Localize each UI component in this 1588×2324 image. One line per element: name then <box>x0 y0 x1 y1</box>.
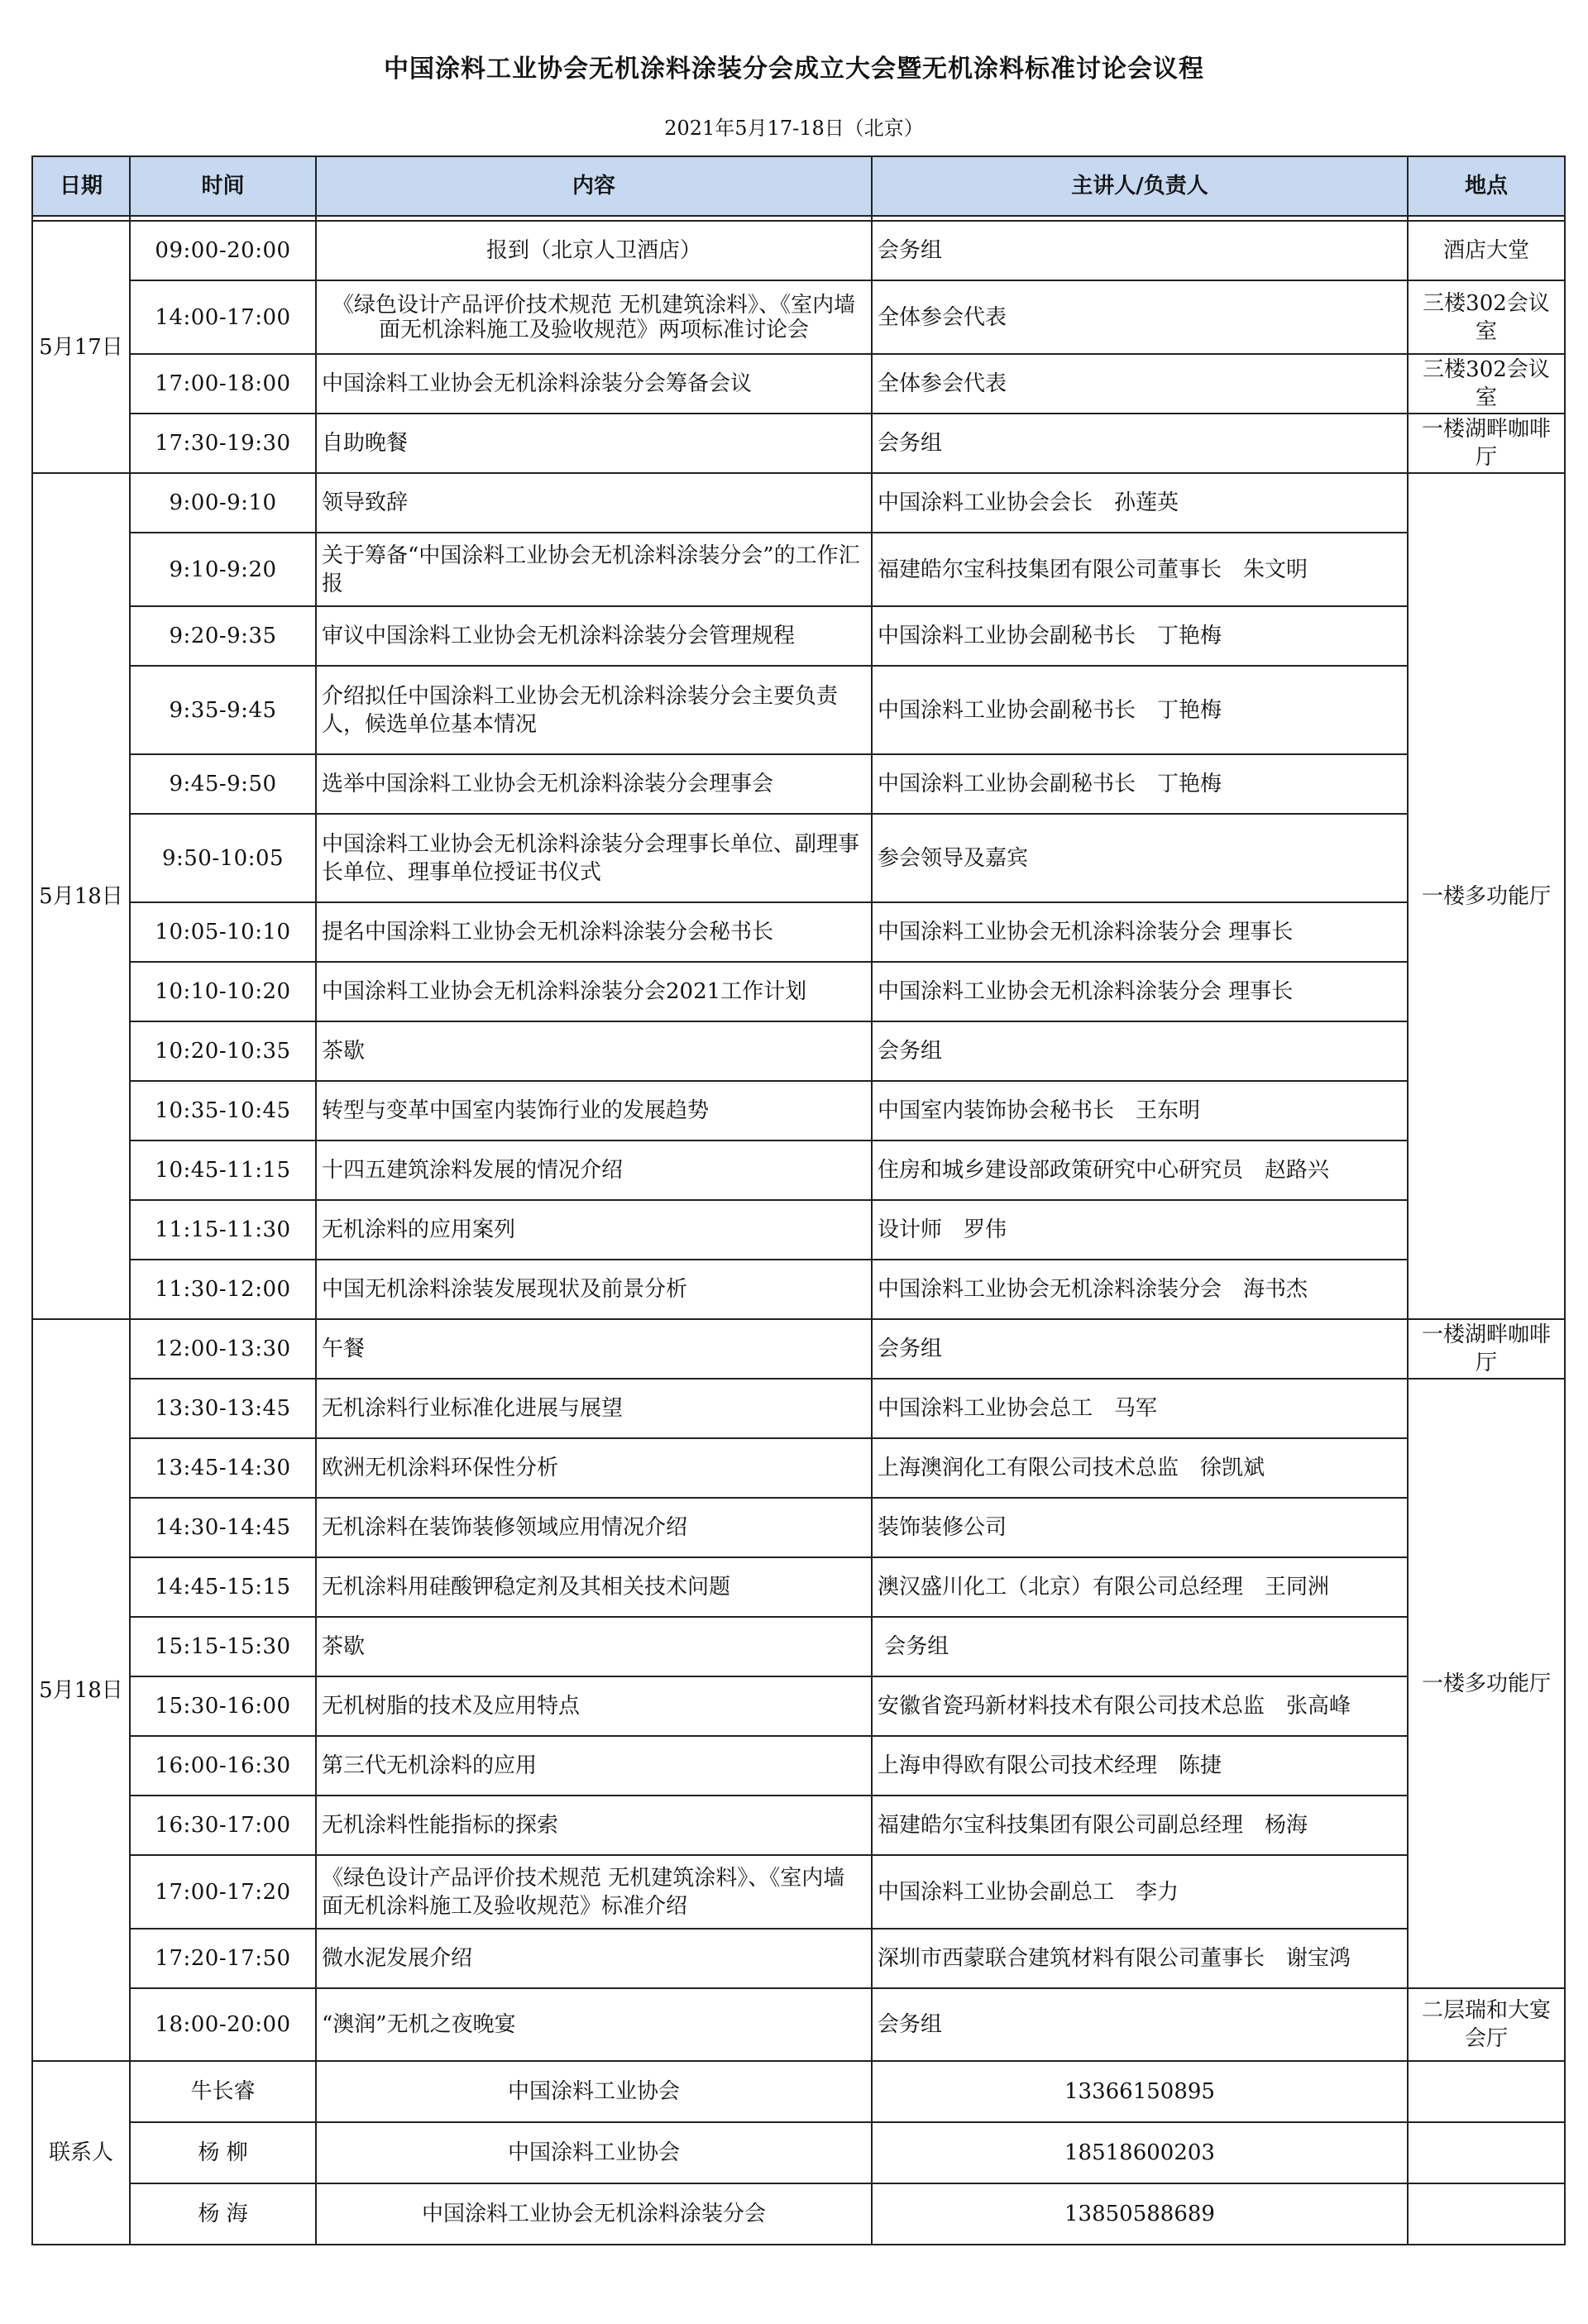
venue-cell: 一楼湖畔咖啡厅 <box>1408 1319 1565 1379</box>
header-content: 内容 <box>316 156 872 216</box>
content-cell: “澳润”无机之夜晚宴 <box>316 1988 872 2061</box>
content-cell: 中国涂料工业协会无机涂料涂装分会2021工作计划 <box>316 962 872 1021</box>
table-row <box>32 606 1565 666</box>
speaker-cell: 上海澳润化工有限公司技术总监 徐凯斌 <box>872 1438 1408 1498</box>
table-row <box>32 754 1565 814</box>
table-row <box>32 1438 1565 1498</box>
time-cell: 11:15-11:30 <box>130 1200 316 1260</box>
speaker-cell: 会务组 <box>872 1021 1408 1081</box>
speaker-cell: 中国涂料工业协会副秘书长 丁艳梅 <box>872 666 1408 754</box>
table-row <box>32 354 1565 414</box>
content-cell: 无机涂料在装饰装修领域应用情况介绍 <box>316 1498 872 1557</box>
content-cell: 《绿色设计产品评价技术规范 无机建筑涂料》、《室内墙面无机涂料施工及验收规范》标准介绍 <box>316 1855 872 1929</box>
content-cell: 无机涂料的应用案列 <box>316 1200 872 1260</box>
time-cell: 9:35-9:45 <box>130 666 316 754</box>
content-cell: 无机涂料性能指标的探索 <box>316 1796 872 1855</box>
content-cell: 午餐 <box>316 1319 872 1379</box>
time-cell: 09:00-20:00 <box>130 221 316 280</box>
time-cell: 10:20-10:35 <box>130 1021 316 1081</box>
content-cell: 转型与变革中国室内装饰行业的发展趋势 <box>316 1081 872 1140</box>
contact-phone: 13366150895 <box>872 2061 1408 2122</box>
agenda-table <box>31 155 1566 2245</box>
table-row <box>32 280 1565 354</box>
table-row <box>32 814 1565 902</box>
time-cell: 14:00-17:00 <box>130 280 316 354</box>
speaker-cell: 设计师 罗伟 <box>872 1200 1408 1260</box>
contact-empty-cell <box>1408 2122 1565 2183</box>
time-cell: 13:45-14:30 <box>130 1438 316 1498</box>
speaker-cell: 中国涂料工业协会总工 马军 <box>872 1379 1408 1438</box>
speaker-cell: 澳汉盛川化工（北京）有限公司总经理 王同洲 <box>872 1557 1408 1617</box>
date-cell: 5月17日 <box>32 221 130 473</box>
table-row <box>32 1021 1565 1081</box>
time-cell: 10:35-10:45 <box>130 1081 316 1140</box>
date-cell: 5月18日 <box>32 1319 130 2061</box>
table-row <box>32 1988 1565 2061</box>
speaker-cell: 中国室内装饰协会秘书长 王东明 <box>872 1081 1408 1140</box>
speaker-cell: 中国涂料工业协会副总工 李力 <box>872 1855 1408 1929</box>
page-title: 中国涂料工业协会无机涂料涂装分会成立大会暨无机涂料标准讨论会议程 <box>384 55 1204 84</box>
table-row <box>32 1081 1565 1140</box>
table-row <box>32 414 1565 473</box>
venue-cell: 三楼302会议室 <box>1408 354 1565 414</box>
table-row <box>32 1557 1565 1617</box>
time-cell: 9:10-9:20 <box>130 533 316 606</box>
table-row <box>32 1260 1565 1319</box>
content-cell: 领导致辞 <box>316 473 872 533</box>
table-row <box>32 1736 1565 1796</box>
table-row <box>32 1929 1565 1988</box>
speaker-cell: 全体参会代表 <box>872 280 1408 354</box>
contact-row <box>32 2061 1565 2122</box>
time-cell: 14:45-15:15 <box>130 1557 316 1617</box>
speaker-cell: 会务组 <box>872 414 1408 473</box>
content-cell: 提名中国涂料工业协会无机涂料涂装分会秘书长 <box>316 902 872 962</box>
content-cell: 微水泥发展介绍 <box>316 1929 872 1988</box>
table-row <box>32 1379 1565 1438</box>
table-row <box>32 1617 1565 1676</box>
venue-cell: 一楼湖畔咖啡厅 <box>1408 414 1565 473</box>
table-row <box>32 1498 1565 1557</box>
time-cell: 9:20-9:35 <box>130 606 316 666</box>
table-row <box>32 221 1565 280</box>
speaker-cell: 住房和城乡建设部政策研究中心研究员 赵路兴 <box>872 1140 1408 1200</box>
time-cell: 15:30-16:00 <box>130 1676 316 1736</box>
table-row <box>32 902 1565 962</box>
time-cell: 9:50-10:05 <box>130 814 316 902</box>
content-cell: 茶歇 <box>316 1021 872 1081</box>
header-venue: 地点 <box>1408 156 1565 216</box>
contact-phone: 13850588689 <box>872 2183 1408 2245</box>
speaker-cell: 会务组 <box>872 1988 1408 2061</box>
table-row <box>32 1855 1565 1929</box>
speaker-cell: 会务组 <box>872 1617 1408 1676</box>
speaker-cell: 上海申得欧有限公司技术经理 陈捷 <box>872 1736 1408 1796</box>
speaker-cell: 福建皓尔宝科技集团有限公司副总经理 杨海 <box>872 1796 1408 1855</box>
speaker-cell: 会务组 <box>872 1319 1408 1379</box>
content-cell: 审议中国涂料工业协会无机涂料涂装分会管理规程 <box>316 606 872 666</box>
time-cell: 9:00-9:10 <box>130 473 316 533</box>
time-cell: 17:20-17:50 <box>130 1929 316 1988</box>
content-cell: 关于筹备“中国涂料工业协会无机涂料涂装分会”的工作汇报 <box>316 533 872 606</box>
contact-org: 中国涂料工业协会 <box>316 2122 872 2183</box>
time-cell: 17:00-17:20 <box>130 1855 316 1929</box>
venue-cell: 一楼多功能厅 <box>1408 473 1565 1319</box>
table-row <box>32 1676 1565 1736</box>
content-cell: 自助晚餐 <box>316 414 872 473</box>
contacts-label: 联系人 <box>32 2061 130 2245</box>
table-row <box>32 1796 1565 1855</box>
speaker-cell: 福建皓尔宝科技集团有限公司董事长 朱文明 <box>872 533 1408 606</box>
time-cell: 9:45-9:50 <box>130 754 316 814</box>
speaker-cell: 参会领导及嘉宾 <box>872 814 1408 902</box>
speaker-cell: 中国涂料工业协会会长 孙莲英 <box>872 473 1408 533</box>
speaker-cell: 中国涂料工业协会副秘书长 丁艳梅 <box>872 606 1408 666</box>
content-cell: 十四五建筑涂料发展的情况介绍 <box>316 1140 872 1200</box>
venue-cell: 三楼302会议室 <box>1408 280 1565 354</box>
contact-row <box>32 2183 1565 2245</box>
table-row <box>32 666 1565 754</box>
contact-phone: 18518600203 <box>872 2122 1408 2183</box>
header-speaker: 主讲人/负责人 <box>872 156 1408 216</box>
content-cell: 报到（北京人卫酒店） <box>316 221 872 280</box>
speaker-cell: 全体参会代表 <box>872 354 1408 414</box>
content-cell: 第三代无机涂料的应用 <box>316 1736 872 1796</box>
speaker-cell: 中国涂料工业协会无机涂料涂装分会 理事长 <box>872 962 1408 1021</box>
speaker-cell: 中国涂料工业协会无机涂料涂装分会 海书杰 <box>872 1260 1408 1319</box>
time-cell: 12:00-13:30 <box>130 1319 316 1379</box>
content-cell: 无机涂料用硅酸钾稳定剂及其相关技术问题 <box>316 1557 872 1617</box>
table-row <box>32 1140 1565 1200</box>
time-cell: 15:15-15:30 <box>130 1617 316 1676</box>
time-cell: 10:10-10:20 <box>130 962 316 1021</box>
table-row <box>32 962 1565 1021</box>
time-cell: 11:30-12:00 <box>130 1260 316 1319</box>
content-cell: 无机树脂的技术及应用特点 <box>316 1676 872 1736</box>
time-cell: 17:30-19:30 <box>130 414 316 473</box>
table-row <box>32 1200 1565 1260</box>
speaker-cell: 中国涂料工业协会副秘书长 丁艳梅 <box>872 754 1408 814</box>
header-date: 日期 <box>32 156 130 216</box>
content-cell: 中国无机涂料涂装发展现状及前景分析 <box>316 1260 872 1319</box>
date-cell: 5月18日 <box>32 473 130 1319</box>
venue-cell: 酒店大堂 <box>1408 221 1565 280</box>
contact-empty-cell <box>1408 2183 1565 2245</box>
page-subtitle: 2021年5月17-18日（北京） <box>664 117 924 140</box>
content-cell: 无机涂料行业标准化进展与展望 <box>316 1379 872 1438</box>
content-cell: 中国涂料工业协会无机涂料涂装分会理事长单位、副理事长单位、理事单位授证书仪式 <box>316 814 872 902</box>
contact-name: 杨 柳 <box>130 2122 316 2183</box>
time-cell: 10:05-10:10 <box>130 902 316 962</box>
contact-row <box>32 2122 1565 2183</box>
contact-empty-cell <box>1408 2061 1565 2122</box>
speaker-cell: 安徽省瓷玛新材料技术有限公司技术总监 张高峰 <box>872 1676 1408 1736</box>
time-cell: 13:30-13:45 <box>130 1379 316 1438</box>
speaker-cell: 装饰装修公司 <box>872 1498 1408 1557</box>
time-cell: 17:00-18:00 <box>130 354 316 414</box>
time-cell: 14:30-14:45 <box>130 1498 316 1557</box>
speaker-cell: 会务组 <box>872 221 1408 280</box>
venue-cell: 一楼多功能厅 <box>1408 1379 1565 1988</box>
table-row <box>32 473 1565 533</box>
content-cell: 介绍拟任中国涂料工业协会无机涂料涂装分会主要负责人，候选单位基本情况 <box>316 666 872 754</box>
time-cell: 10:45-11:15 <box>130 1140 316 1200</box>
venue-cell: 二层瑞和大宴会厅 <box>1408 1988 1565 2061</box>
table-row <box>32 1319 1565 1379</box>
contact-name: 牛长睿 <box>130 2061 316 2122</box>
speaker-cell: 中国涂料工业协会无机涂料涂装分会 理事长 <box>872 902 1408 962</box>
time-cell: 18:00-20:00 <box>130 1988 316 2061</box>
time-cell: 16:00-16:30 <box>130 1736 316 1796</box>
table-row <box>32 533 1565 606</box>
content-cell: 《绿色设计产品评价技术规范 无机建筑涂料》、《室内墙面无机涂料施工及验收规范》两项标准讨论会 <box>316 280 872 354</box>
content-cell: 选举中国涂料工业协会无机涂料涂装分会理事会 <box>316 754 872 814</box>
contact-org: 中国涂料工业协会无机涂料涂装分会 <box>316 2183 872 2245</box>
contact-org: 中国涂料工业协会 <box>316 2061 872 2122</box>
contact-name: 杨 海 <box>130 2183 316 2245</box>
time-cell: 16:30-17:00 <box>130 1796 316 1855</box>
speaker-cell: 深圳市西蒙联合建筑材料有限公司董事长 谢宝鸿 <box>872 1929 1408 1988</box>
content-cell: 茶歇 <box>316 1617 872 1676</box>
header-time: 时间 <box>130 156 316 216</box>
content-cell: 中国涂料工业协会无机涂料涂装分会筹备会议 <box>316 354 872 414</box>
content-cell: 欧洲无机涂料环保性分析 <box>316 1438 872 1498</box>
